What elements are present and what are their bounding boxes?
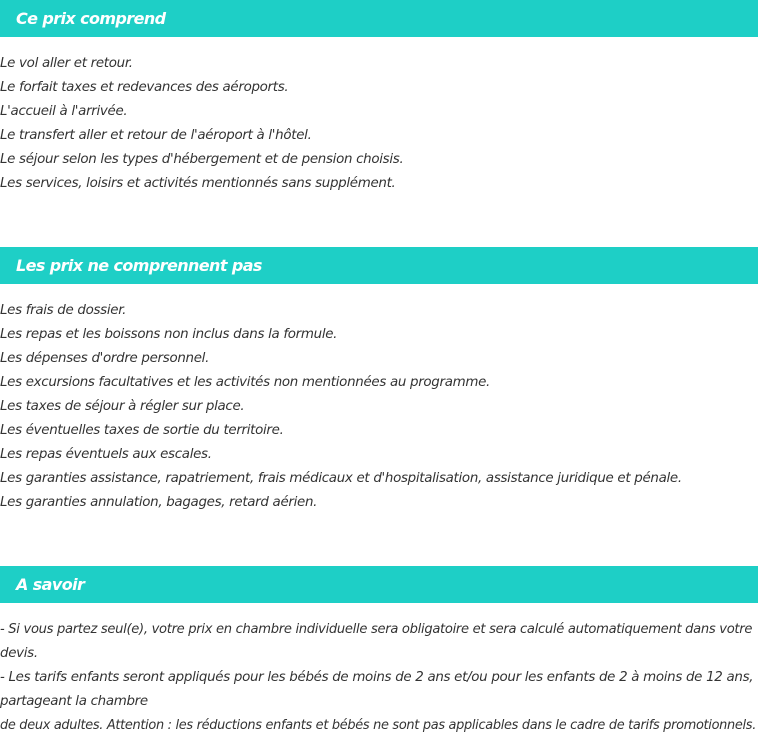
included-item: Le séjour selon les types d'hébergement et de pension choisis.	[0, 152, 404, 167]
excluded-item: Les éventuelles taxes de sortie du territoire.	[0, 423, 284, 438]
info-line: de deux adultes. Attention : les réductions enfants et bébés ne sont pas applicables dans le cadre de tarifs promotionnels.	[0, 718, 757, 733]
included-item: L'accueil à l'arrivée.	[0, 104, 128, 119]
excluded-item: Les repas et les boissons non inclus dans la formule.	[0, 327, 338, 342]
excluded-item: Les taxes de séjour à régler sur place.	[0, 399, 245, 414]
included-item: Le forfait taxes et redevances des aéroports.	[0, 80, 289, 95]
included-item: Le transfert aller et retour de l'aéroport à l'hôtel.	[0, 128, 312, 143]
section-title-ce-prix-comprend: Ce prix comprend	[0, 0, 758, 37]
included-item: Les services, loisirs et activités mentionnés sans supplément.	[0, 176, 396, 191]
excluded-item: Les frais de dossier.	[0, 303, 127, 318]
excluded-item: Les garanties annulation, bagages, retard aérien.	[0, 495, 318, 510]
info-line: partageant la chambre	[0, 694, 148, 709]
excluded-item: Les repas éventuels aux escales.	[0, 447, 212, 462]
section-title-a-savoir: A savoir	[0, 566, 758, 603]
info-line: - Si vous partez seul(e), votre prix en chambre individuelle sera obligatoire et sera calculé automatiquement dans votre	[0, 622, 753, 637]
info-line: - Les tarifs enfants seront appliqués pour les bébés de moins de 2 ans et/ou pour les enfants de 2 à moins de 12 ans,	[0, 670, 754, 685]
included-item: Le vol aller et retour.	[0, 56, 133, 71]
excluded-item: Les garanties assistance, rapatriement, frais médicaux et d'hospitalisation, assistance juridique et pénale.	[0, 471, 682, 486]
excluded-item: Les dépenses d'ordre personnel.	[0, 351, 210, 366]
excluded-item: Les excursions facultatives et les activités non mentionnées au programme.	[0, 375, 490, 390]
section-title-les-prix-ne-comprennent-pas: Les prix ne comprennent pas	[0, 247, 758, 284]
info-line: devis.	[0, 646, 38, 661]
